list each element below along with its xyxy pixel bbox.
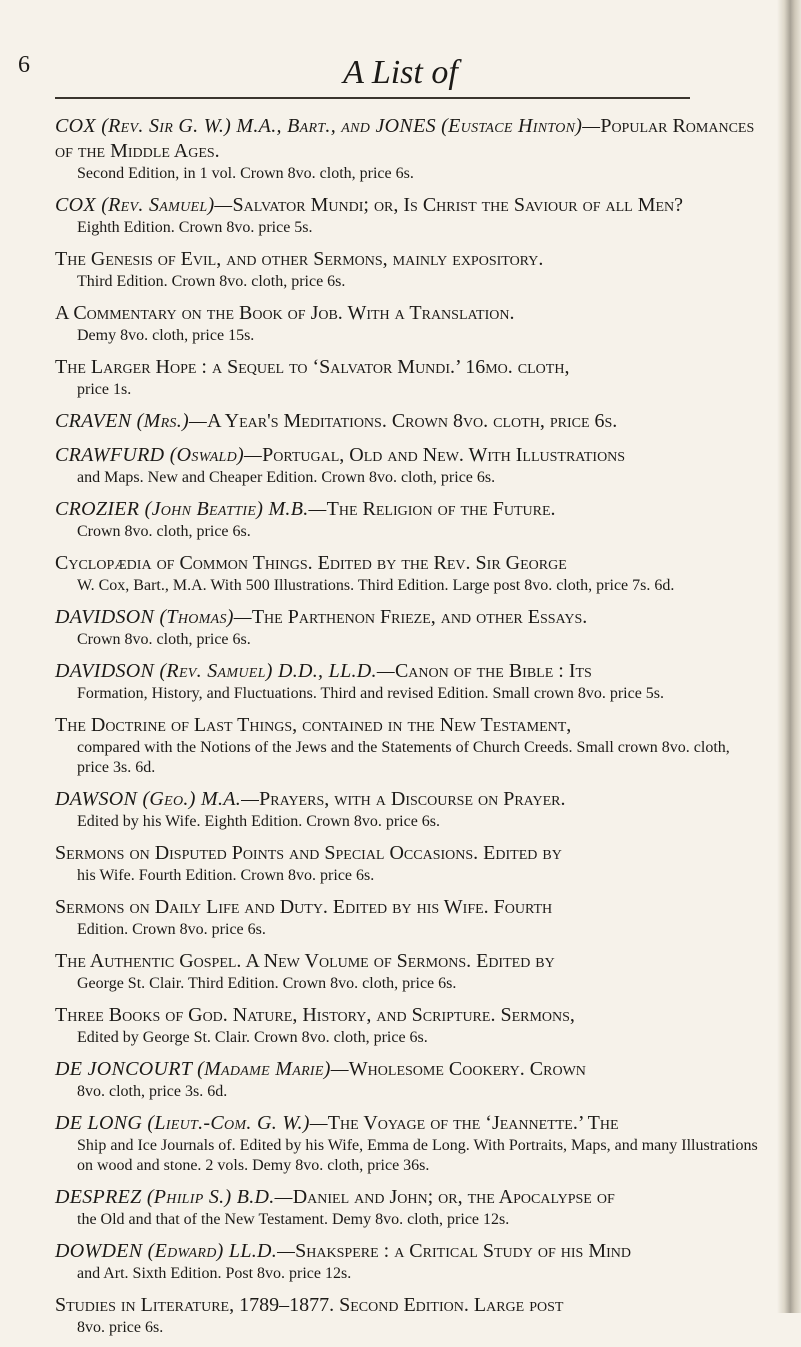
catalogue-entry	[55, 1185, 763, 1230]
catalogue-entry	[55, 1293, 763, 1338]
entry-author: DAVIDSON (Thomas)—	[55, 606, 252, 628]
catalogue-entry	[55, 193, 763, 238]
catalogue-entry	[55, 409, 763, 434]
catalogue-entry	[55, 551, 763, 596]
entry-author: COX (Rev. Samuel)—	[55, 194, 233, 216]
entry-title: The Larger Hope : a Sequel to ‘Salvator Mundi.’ 16mo. cloth,	[55, 356, 570, 378]
catalogue-entry	[55, 497, 763, 542]
entry-details: his Wife. Fourth Edition. Crown 8vo. price 6s.	[77, 867, 375, 884]
entry-title: Popular Romances of the Middle Ages.	[55, 115, 755, 162]
entry-title: Canon of the Bible : Its	[394, 660, 592, 682]
running-head: A List of	[343, 54, 458, 91]
entry-details: Edited by George St. Clair. Crown 8vo. cloth, price 6s.	[77, 1029, 428, 1046]
entry-author: DOWDEN (Edward) LL.D.—	[55, 1240, 296, 1262]
entry-details: and Art. Sixth Edition. Post 8vo. price 12s.	[77, 1265, 352, 1282]
entry-details: Demy 8vo. cloth, price 15s.	[77, 327, 255, 344]
entry-author: CROZIER (John Beattie) M.B.—	[55, 498, 327, 520]
entry-title: Sermons on Daily Life and Duty. Edited by his Wife. Fourth	[55, 896, 553, 918]
entry-details: Eighth Edition. Crown 8vo. price 5s.	[77, 219, 313, 236]
entry-title: Studies in Literature, 1789–1877. Second Edition. Large post	[55, 1294, 564, 1316]
entry-details: Formation, History, and Fluctuations. Third and revised Edition. Small crown 8vo. price 5s.	[77, 685, 665, 702]
entry-details: and Maps. New and Cheaper Edition. Crown 8vo. cloth, price 6s.	[77, 469, 496, 486]
catalogue-entry	[55, 841, 763, 886]
entry-details: Edited by his Wife. Eighth Edition. Crown 8vo. price 6s.	[77, 813, 441, 830]
entry-title: The Authentic Gospel. A New Volume of Sermons. Edited by	[55, 950, 555, 972]
entry-title: Sermons on Disputed Points and Special Occasions. Edited by	[55, 842, 562, 864]
catalogue-entry	[55, 247, 763, 292]
entry-details: Ship and Ice Journals of. Edited by his Wife, Emma de Long. With Portraits, Maps, and many Illustrations on wood and stone. 2 vols. Demy 8vo. cloth, price 36s.	[77, 1137, 758, 1174]
entry-author: CRAVEN (Mrs.)—	[55, 410, 208, 432]
book-spine-edge	[777, 0, 801, 1313]
entry-details: 8vo. price 6s.	[77, 1319, 164, 1336]
entry-details: compared with the Notions of the Jews and the Statements of Church Creeds. Small crown 8vo. cloth, price 3s. 6d.	[77, 739, 730, 776]
entry-title: Prayers, with a Discourse on Prayer.	[259, 788, 566, 810]
entry-title: The Doctrine of Last Things, contained in the New Testament,	[55, 714, 572, 736]
entry-title: A Commentary on the Book of Job. With a Translation.	[55, 302, 515, 324]
entry-title: Portugal, Old and New. With Illustrations	[262, 444, 626, 466]
entry-author: DE JONCOURT (Madame Marie)—	[55, 1058, 349, 1080]
catalogue-entry	[55, 659, 763, 704]
entry-details: Crown 8vo. cloth, price 6s.	[77, 523, 251, 540]
entry-title: The Parthenon Frieze, and other Essays.	[251, 606, 588, 628]
entry-title: Daniel and John; or, the Apocalypse of	[292, 1186, 615, 1208]
catalogue-entry	[55, 895, 763, 940]
page-number: 6	[18, 52, 30, 78]
entry-title: Shakspere : a Critical Study of his Mind	[295, 1240, 631, 1262]
entry-title: Wholesome Cookery. Crown	[348, 1058, 586, 1080]
entry-author: COX (Rev. Sir G. W.) M.A., Bart., and JONES (Eustace Hinton)—	[55, 115, 601, 137]
entry-details: Edition. Crown 8vo. price 6s.	[77, 921, 266, 938]
catalogue-entry	[55, 787, 763, 832]
entry-details: the Old and that of the New Testament. Demy 8vo. cloth, price 12s.	[77, 1211, 510, 1228]
catalogue-entry	[55, 1111, 763, 1176]
entry-details: Third Edition. Crown 8vo. cloth, price 6s.	[77, 273, 346, 290]
catalogue-entry	[55, 1239, 763, 1284]
entry-title: Three Books of God. Nature, History, and Scripture. Sermons,	[55, 1004, 575, 1026]
catalogue-entry	[55, 355, 763, 400]
entry-details: Second Edition, in 1 vol. Crown 8vo. cloth, price 6s.	[77, 165, 414, 182]
catalogue-entry	[55, 605, 763, 650]
header-rule	[55, 97, 690, 99]
entry-author: DAWSON (Geo.) M.A.—	[55, 788, 260, 810]
entry-details: Crown 8vo. cloth, price 6s.	[77, 631, 251, 648]
catalogue-entry	[55, 1057, 763, 1102]
entry-title: The Religion of the Future.	[326, 498, 556, 520]
entry-title: Cyclopædia of Common Things. Edited by the Rev. Sir George	[55, 552, 567, 574]
entry-details: price 1s.	[77, 381, 132, 398]
entry-title: The Genesis of Evil, and other Sermons, mainly expository.	[55, 248, 544, 270]
entry-author: DE LONG (Lieut.-Com. G. W.)—	[55, 1112, 328, 1134]
entry-title: A Year's Meditations. Crown 8vo. cloth, price 6s.	[207, 410, 618, 432]
entry-title: The Voyage of the ‘Jeannette.’ The	[327, 1112, 619, 1134]
entry-author: DAVIDSON (Rev. Samuel) D.D., LL.D.—	[55, 660, 395, 682]
catalogue-entry	[55, 1003, 763, 1048]
catalogue-entry	[55, 713, 763, 778]
entry-details: W. Cox, Bart., M.A. With 500 Illustrations. Third Edition. Large post 8vo. cloth, price 7s. 6d.	[77, 577, 675, 594]
entry-details: George St. Clair. Third Edition. Crown 8vo. cloth, price 6s.	[77, 975, 457, 992]
entry-details: 8vo. cloth, price 3s. 6d.	[77, 1083, 228, 1100]
entry-author: CRAWFURD (Oswald)—	[55, 444, 263, 466]
catalogue-entries	[55, 114, 763, 1347]
entry-title: Salvator Mundi; or, Is Christ the Saviour of all Men?	[232, 194, 684, 216]
entry-author: DESPREZ (Philip S.) B.D.—	[55, 1186, 293, 1208]
catalogue-entry	[55, 301, 763, 346]
catalogue-entry	[55, 443, 763, 488]
catalogue-entry	[55, 949, 763, 994]
catalogue-entry	[55, 114, 763, 184]
